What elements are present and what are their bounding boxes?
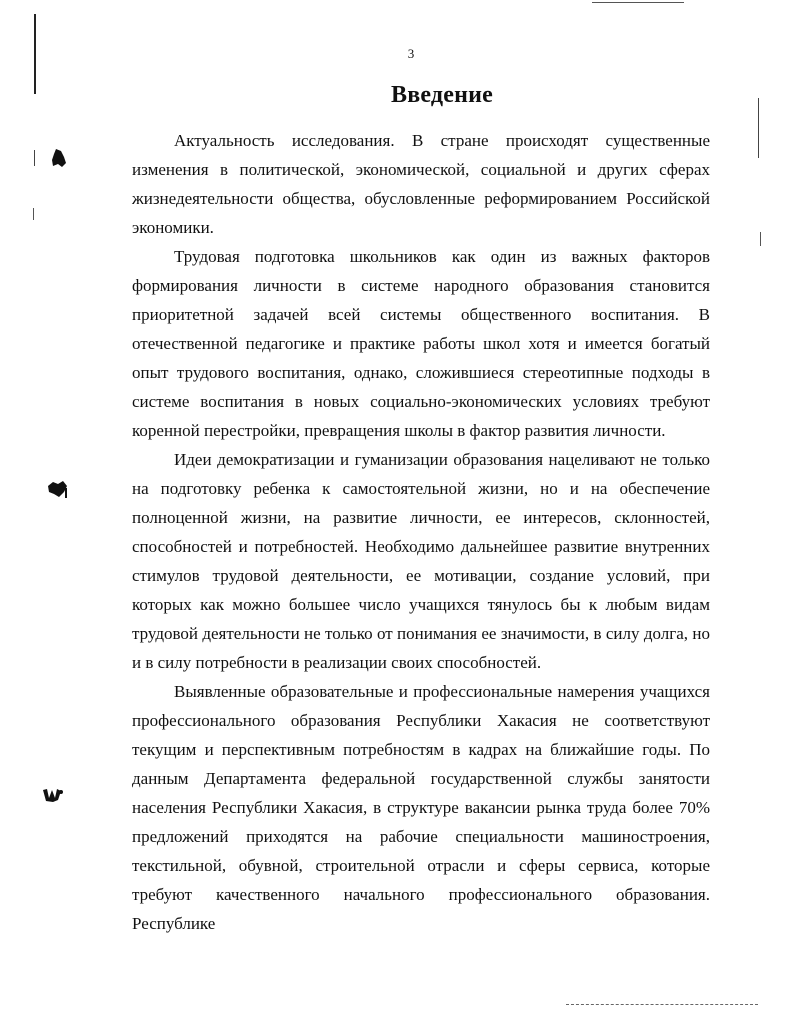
scan-artifact-right-edge: [760, 232, 761, 246]
paragraph: Актуальность исследования. В стране происходят существенные изменения в политической, экономической, социальной и других сферах жизнедеятельности общества, обусловленные реформированием Российской экономики.: [132, 131, 710, 237]
page-title: Введение: [390, 82, 493, 108]
paragraph: Трудовая подготовка школьников как один из важных факторов формирования личности в системе народного образования становится приоритетной задачей всей системы общественного воспитания. В отечественной педагогике и практике работы школ хотя и имеется богатый опыт трудового воспитания, однако, сложившиеся стереотипные подходы в системе воспитания в новых социально-экономических условиях требуют коренной перестройки, превращения школы в фактор развития личности.: [132, 247, 710, 440]
scan-artifact-left-edge: [33, 208, 34, 220]
scan-artifact-bottom-dash: [566, 1004, 758, 1005]
paragraph: Идеи демократизации и гуманизации образования нацеливают не только на подготовку ребенка к самостоятельной жизни, но и на обеспечение полноценной жизни, на развитие личности, ее интересов, склонностей, способностей и потребностей. Необходимо дальнейшее развитие внутренних стимулов трудовой деятельности, ее мотивации, создание условий, при которых как можно большее число учащихся тянулось бы к любым видам трудовой деятельности не только от понимания ее значимости, в силу долга, но и в силу потребности в реализации своих способностей.: [132, 450, 710, 672]
page-number: 3: [407, 46, 415, 61]
scan-artifact-top-rule: [592, 2, 684, 3]
binding-hole-mark: [46, 480, 64, 498]
paragraph: Выявленные образовательные и профессиональные намерения учащихся профессионального образования Республики Хакасия не соответствуют текущим и перспективным потребностям в кадрах на ближайшие годы. По данным Департамента федеральной государственной службы занятости населения Республики Хакасия, в структуре вакансии рынка труда более 70% предложений приходятся на рабочие специальности машиностроения, текстильной, обувной, строительной отрасли и сферы сервиса, которые требуют качественного начального профессионального образования. Республике: [132, 682, 710, 933]
binding-hole-mark: [42, 786, 60, 804]
scan-artifact-left-edge: [34, 150, 35, 166]
body-text: [132, 126, 710, 938]
binding-hole-mark: [50, 148, 68, 166]
